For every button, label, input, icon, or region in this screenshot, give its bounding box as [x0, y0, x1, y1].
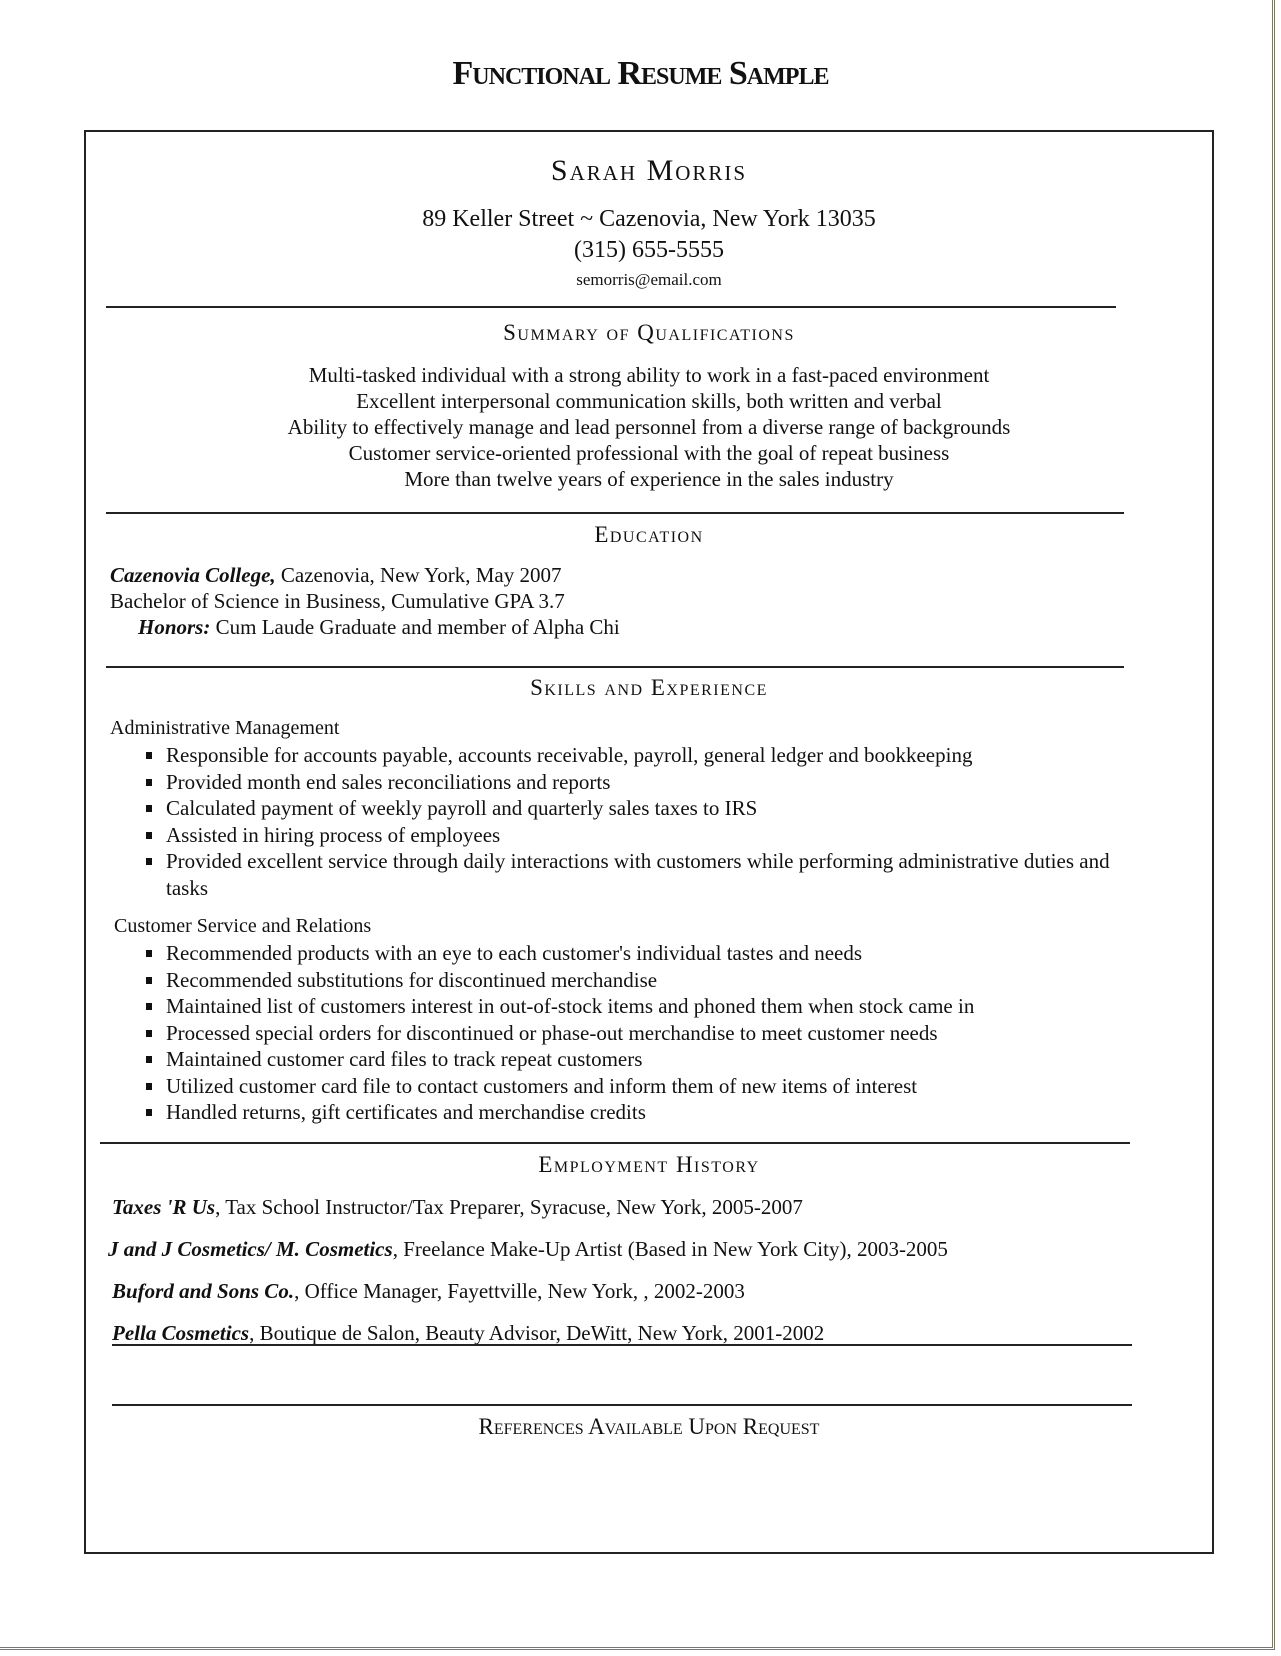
bullet-icon — [146, 950, 152, 957]
divider — [106, 306, 1116, 308]
summary-line: Ability to effectively manage and lead personnel from a diverse range of backgrounds — [287, 415, 1011, 439]
bullet-icon — [146, 779, 152, 786]
summary-line: More than twelve years of experience in the sales industry — [404, 467, 894, 491]
divider — [112, 1344, 1132, 1346]
job-entry: Taxes 'R Us, Tax School Instructor/Tax Preparer, Syracuse, New York, 2005-2007 — [112, 1195, 803, 1219]
divider — [106, 512, 1124, 514]
candidate-address: 89 Keller Street ~ Cazenovia, New York 13035 — [422, 206, 876, 232]
school-details: Cazenovia, New York, May 2007 — [275, 563, 562, 587]
bullet-icon — [146, 1003, 152, 1010]
bullet-icon — [146, 1083, 152, 1090]
skill-group-list — [142, 940, 1142, 1126]
education-heading: Education — [594, 522, 704, 547]
list-item: Maintained list of customers interest in out-of-stock items and phoned them when stock came in — [142, 993, 1142, 1020]
list-item: Responsible for accounts payable, accounts receivable, payroll, general ledger and bookkeeping — [142, 742, 1142, 769]
job-entry: J and J Cosmetics/ M. Cosmetics, Freelance Make-Up Artist (Based in New York City), 2003-2005 — [108, 1237, 948, 1261]
skills-heading: Skills and Experience — [530, 675, 768, 700]
job-entry: Buford and Sons Co., Office Manager, Fayettville, New York, , 2002-2003 — [112, 1279, 745, 1303]
summary-line: Excellent interpersonal communication skills, both written and verbal — [356, 389, 942, 413]
employer-name: Taxes 'R Us — [112, 1195, 216, 1219]
employer-name: J and J Cosmetics/ M. Cosmetics — [108, 1237, 393, 1261]
divider — [100, 1142, 1130, 1144]
bullet-icon — [146, 1056, 152, 1063]
list-item: Maintained customer card files to track repeat customers — [142, 1046, 1142, 1073]
list-item: Recommended products with an eye to each customer's individual tastes and needs — [142, 940, 1142, 967]
summary-line: Multi-tasked individual with a strong ability to work in a fast-paced environment — [308, 363, 990, 387]
list-item: Provided excellent service through daily interactions with customers while performing administrative duties and tasks — [142, 848, 1142, 901]
bullet-icon — [146, 977, 152, 984]
employer-name: Buford and Sons Co. — [112, 1279, 295, 1303]
summary-heading: Summary of Qualifications — [503, 320, 795, 345]
summary-line: Customer service-oriented professional with the goal of repeat business — [348, 441, 950, 465]
employment-heading: Employment History — [538, 1152, 760, 1177]
resume-box — [84, 130, 1214, 1554]
school-name: Cazenovia College, — [110, 563, 276, 587]
document-title: Functional Resume Sample — [452, 55, 829, 92]
bullet-icon — [146, 1030, 152, 1037]
bullet-icon — [146, 805, 152, 812]
list-item: Processed special orders for discontinued or phase-out merchandise to meet customer needs — [142, 1020, 1142, 1047]
candidate-email: semorris@email.com — [576, 270, 722, 289]
list-item: Assisted in hiring process of employees — [142, 822, 1142, 849]
bullet-icon — [146, 832, 152, 839]
job-entry: Pella Cosmetics, Boutique de Salon, Beauty Advisor, DeWitt, New York, 2001-2002 — [112, 1321, 825, 1345]
education-school-line — [110, 562, 561, 588]
honors-text: Cum Laude Graduate and member of Alpha Chi — [210, 615, 620, 639]
list-item: Utilized customer card file to contact customers and inform them of new items of interest — [142, 1073, 1142, 1100]
bullet-icon — [146, 1109, 152, 1116]
list-item: Recommended substitutions for discontinued merchandise — [142, 967, 1142, 994]
bullet-icon — [146, 858, 152, 865]
candidate-name: Sarah Morris — [550, 154, 748, 187]
divider — [112, 1404, 1132, 1406]
summary-list — [86, 362, 1212, 492]
candidate-phone: (315) 655-5555 — [574, 237, 724, 263]
education-degree: Bachelor of Science in Business, Cumulative GPA 3.7 — [110, 589, 565, 613]
list-item: Handled returns, gift certificates and merchandise credits — [142, 1099, 1142, 1126]
list-item: Provided month end sales reconciliations and reports — [142, 769, 1142, 796]
divider — [106, 666, 1124, 668]
skill-group-list — [142, 742, 1142, 901]
list-item: Calculated payment of weekly payroll and quarterly sales taxes to IRS — [142, 795, 1142, 822]
skill-group-title: Customer Service and Relations — [114, 915, 372, 937]
education-honors-line — [138, 614, 620, 640]
employer-name: Pella Cosmetics — [112, 1321, 250, 1345]
honors-label: Honors: — [138, 615, 211, 639]
skill-group-title: Administrative Management — [110, 717, 340, 739]
bullet-icon — [146, 752, 152, 759]
references-note: References Available Upon Request — [478, 1414, 820, 1439]
